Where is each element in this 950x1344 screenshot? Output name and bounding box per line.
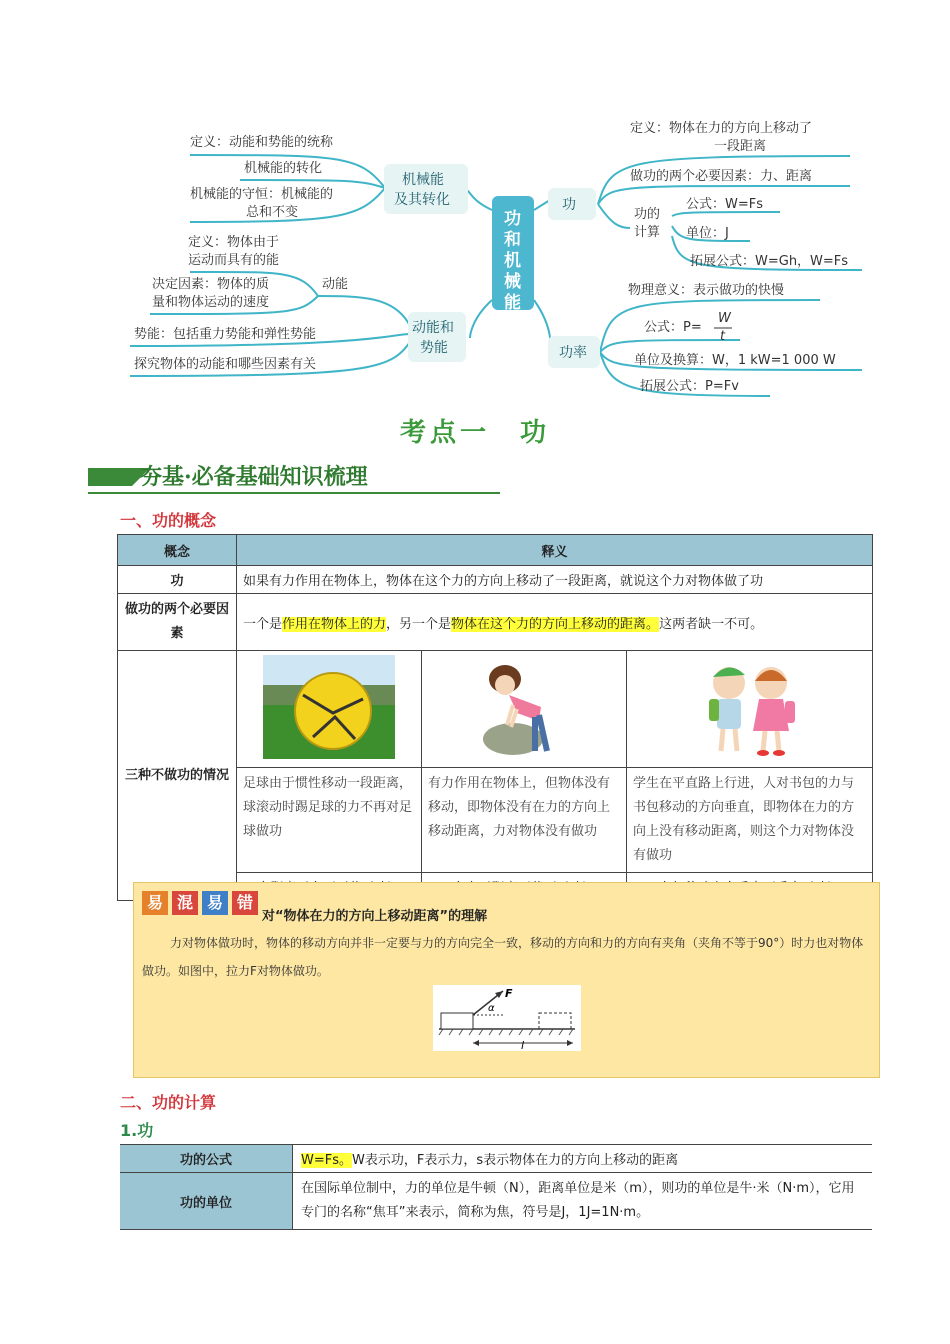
case-1-desc: 足球由于惯性移动一段距离，球滚动时踢足球的力不再对足球做功 (237, 768, 422, 873)
mm-branch-lt-1: 机械能 (402, 172, 444, 188)
tip-box (133, 882, 880, 1078)
mm-power-formula-num: W (718, 311, 731, 326)
mm-work-ext: 拓展公式：W=Gh，W=Fs (690, 254, 849, 269)
mm-mech-def: 定义：动能和势能的统称 (190, 135, 334, 150)
mm-branch-lb-2: 势能 (420, 340, 448, 356)
banner-text: 夯基·必备基础知识梳理 (140, 464, 368, 490)
row-label-formula: 功的公式 (120, 1145, 293, 1173)
mm-mech-conserve-2: 总和不变 (246, 205, 299, 220)
page-title: 考点一 功 (399, 418, 550, 448)
table-row (120, 1173, 872, 1230)
mm-branch-work: 功 (562, 197, 576, 213)
subsection-work: 1.功 (120, 1121, 154, 1140)
image-push-rock-cell (422, 651, 627, 768)
table-row (118, 594, 873, 651)
row-text-formula (293, 1145, 873, 1173)
mm-explore: 探究物体的动能和哪些因素有关 (134, 357, 317, 372)
case-2-desc: 有力作用在物体上，但物体没有移动，即物体没有在力的方向上移动距离，力对物体没有做功 (422, 768, 627, 873)
case-3-desc: 学生在平直路上行进，人对书包的力与书包移动的方向垂直，即物体在力的方向上没有移动距离，则这个力对物体没有做功 (627, 768, 873, 873)
section-2-heading: 二、功的计算 (120, 1093, 217, 1112)
mm-center-3: 机 (504, 251, 521, 271)
mm-power-unit: 单位及换算：W，1 kW=1 000 W (634, 353, 836, 368)
mm-mech-transform: 机械能的转化 (244, 161, 323, 176)
mm-kinetic-factor-1: 决定因素：物体的质 (152, 277, 270, 292)
mm-kinetic-def-2: 运动而具有的能 (188, 253, 280, 268)
row-label-factors: 做功的两个必要因素 (118, 594, 237, 651)
row-label-work: 功 (118, 566, 237, 594)
table-row (118, 566, 873, 594)
banner-bar (88, 468, 132, 486)
formula-text: W表示功，F表示力，s表示物体在力的方向上移动的距离 (352, 1153, 679, 1168)
mm-power-meaning: 物理意义：表示做功的快慢 (628, 283, 785, 298)
mm-work-def-2: 一段距离 (714, 139, 767, 154)
mm-work-unit: 单位：J (686, 226, 729, 241)
factors-text-a: 一个是 (243, 616, 283, 632)
tip-badge-4: 错 (232, 891, 258, 915)
girl-pushing-rock-image (469, 655, 579, 759)
mm-branch-lt-2: 及其转化 (394, 192, 450, 208)
mm-work-factors: 做功的两个必要因素：力、距离 (630, 169, 813, 184)
mm-power-formula-den: t (720, 329, 726, 344)
students-walking-image (695, 655, 805, 759)
diagram-l: l (521, 1039, 525, 1051)
formula-highlight: W=Fs。 (301, 1153, 352, 1168)
mm-branch-power: 功率 (559, 345, 587, 361)
mm-power-formula: 公式：P= (644, 320, 702, 335)
row-text-factors (237, 594, 873, 651)
table-row (120, 1145, 872, 1173)
header-meaning: 释义 (237, 535, 873, 566)
row-label-no-work: 三种不做功的情况 (118, 651, 237, 901)
mm-kinetic-factor-2: 量和物体运动的速度 (152, 295, 270, 310)
header-concept: 概念 (118, 535, 237, 566)
factors-highlight-2: 物体在这个力的方向上移动的距离。 (451, 616, 660, 632)
factors-text-c: 这两者缺一不可。 (659, 616, 764, 632)
row-label-unit: 功的单位 (120, 1173, 293, 1230)
table-row (118, 651, 873, 768)
mm-center-2: 和 (504, 230, 521, 250)
work-calc-table (120, 1144, 872, 1230)
force-diagram (433, 985, 581, 1051)
mm-center-1: 功 (504, 209, 521, 229)
diagram-alpha: α (488, 1003, 495, 1014)
mm-work-def-1: 定义：物体在力的方向上移动了 (630, 121, 813, 136)
football-image (263, 655, 395, 759)
mm-potential: 势能：包括重力势能和弹性势能 (134, 327, 317, 342)
section-banner (88, 458, 500, 494)
tip-badge-3: 易 (202, 891, 228, 915)
mm-work-formula: 公式：W=Fs (686, 197, 763, 212)
mm-kinetic-def-1: 定义：物体由于 (188, 235, 280, 250)
tip-badge-2: 混 (172, 891, 198, 915)
image-football-cell (237, 651, 422, 768)
mm-center-5: 能 (504, 293, 521, 313)
mm-mech-conserve-1: 机械能的守恒：机械能的 (190, 187, 334, 202)
mm-work-calc-label-2: 计算 (634, 225, 661, 240)
tip-title: 对“物体在力的方向上移动距离”的理解 (262, 909, 488, 924)
row-text-work: 如果有力作用在物体上，物体在这个力的方向上移动了一段距离，就说这个力对物体做了功 (237, 566, 873, 594)
factors-highlight-1: 作用在物体上的力 (282, 616, 387, 632)
tip-badge-1: 易 (142, 891, 168, 915)
concept-table (117, 534, 873, 901)
mm-kinetic-label: 动能 (322, 277, 349, 292)
row-text-unit: 在国际单位制中，力的单位是牛顿（N），距离单位是米（m），则功的单位是牛·米（N·m），它用专门的名称“焦耳”来表示，简称为焦，符号是J，1J=1N·m。 (293, 1173, 873, 1230)
mind-map (0, 100, 950, 410)
mm-center-4: 械 (504, 272, 521, 292)
section-1-heading: 一、功的概念 (120, 511, 217, 530)
mm-branch-lb-1: 动能和 (412, 320, 454, 336)
diagram-F: F (505, 987, 513, 1000)
image-students-cell (627, 651, 873, 768)
mm-power-ext: 拓展公式：P=Fv (640, 379, 739, 394)
mm-work-calc-label-1: 功的 (634, 207, 661, 222)
tip-body: 力对物体做功时，物体的移动方向并非一定要与力的方向完全一致，移动的方向和力的方向有夹角（夹角不等于90°）时力也对物体做功。如图中，拉力F对物体做功。 (142, 936, 864, 978)
table-header-row (118, 535, 873, 566)
factors-text-b: ，另一个是 (386, 616, 452, 632)
